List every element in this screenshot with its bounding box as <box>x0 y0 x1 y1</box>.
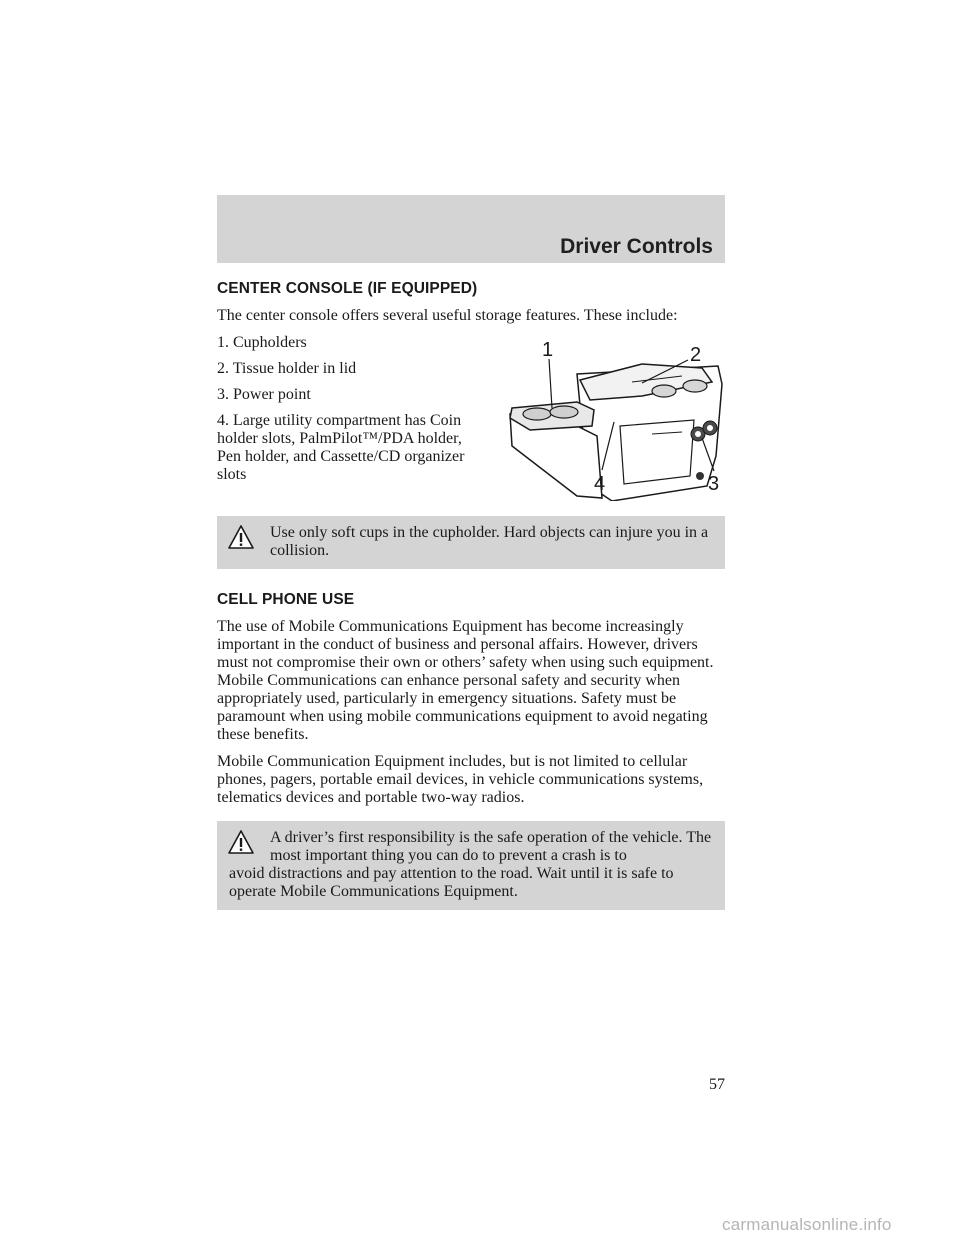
lock-knob <box>696 472 704 480</box>
list-item: 4. Large utility compartment has Coin holder slots, PalmPilot™/PDA holder, Pen holder, and Cassette/CD organizer slots <box>217 412 465 483</box>
center-console-heading: CENTER CONSOLE (IF EQUIPPED) <box>217 280 478 297</box>
cupholder-left <box>523 408 551 420</box>
power-point-socket-1 <box>695 431 701 437</box>
watermark: carmanualsonline.info <box>722 1215 892 1234</box>
cell-phone-paragraph-2: Mobile Communication Equipment includes, but is not limited to cellular phones, pagers, portable email devices, in vehicle communications systems, telematics devices and portable two-way radios. <box>217 753 704 806</box>
header-band <box>217 195 725 263</box>
center-console-illustration <box>502 326 727 501</box>
list-item: 3. Power point <box>217 386 311 403</box>
cell-phone-warning <box>217 821 725 910</box>
warning-icon <box>227 829 255 855</box>
cell-phone-warning-line2: avoid distractions and pay attention to the road. Wait until it is safe to operate Mobile Communications Equipment. <box>229 865 674 900</box>
feature-list <box>217 334 482 484</box>
warning-icon <box>227 524 255 550</box>
cell-phone-warning-line1: A driver’s first responsibility is the safe operation of the vehicle. The most important thing you can do to prevent a crash is to <box>270 829 712 864</box>
cupholder-right <box>550 406 578 418</box>
callout-line-1 <box>549 359 552 408</box>
callout-3: 3 <box>708 473 720 495</box>
list-item: 2. Tissue holder in lid <box>217 360 357 377</box>
cell-phone-paragraph-1: The use of Mobile Communications Equipment has become increasingly important in the conduct of business and personal affairs. However, drivers must not compromise their own or others’ safety when using such equipment. Mobile Communications can enhance personal safety and security when appropriately used, particularly in emergency situations. Safety must be paramount when using mobile communications equipment to avoid negating these benefits. <box>217 618 714 743</box>
cupholder-warning-text: Use only soft cups in the cupholder. Hard objects can injure you in a collision. <box>270 524 709 559</box>
page-number: 57 <box>709 1076 725 1093</box>
console-list-area <box>217 334 725 502</box>
cupholder-warning <box>217 516 725 569</box>
rear-cupholder-1 <box>652 385 676 397</box>
callout-4: 4 <box>594 473 606 495</box>
cell-phone-heading: CELL PHONE USE <box>217 591 355 608</box>
rear-cupholder-2 <box>683 380 707 392</box>
power-point-socket-2 <box>707 425 713 431</box>
callout-2: 2 <box>690 344 702 366</box>
list-item: 1. Cupholders <box>217 334 307 351</box>
section-title: Driver Controls <box>560 235 713 258</box>
utility-compartment-door <box>620 420 694 484</box>
callout-1: 1 <box>542 339 554 361</box>
center-console-intro: The center console offers several useful storage features. These include: <box>217 307 678 324</box>
page-content <box>217 280 725 932</box>
